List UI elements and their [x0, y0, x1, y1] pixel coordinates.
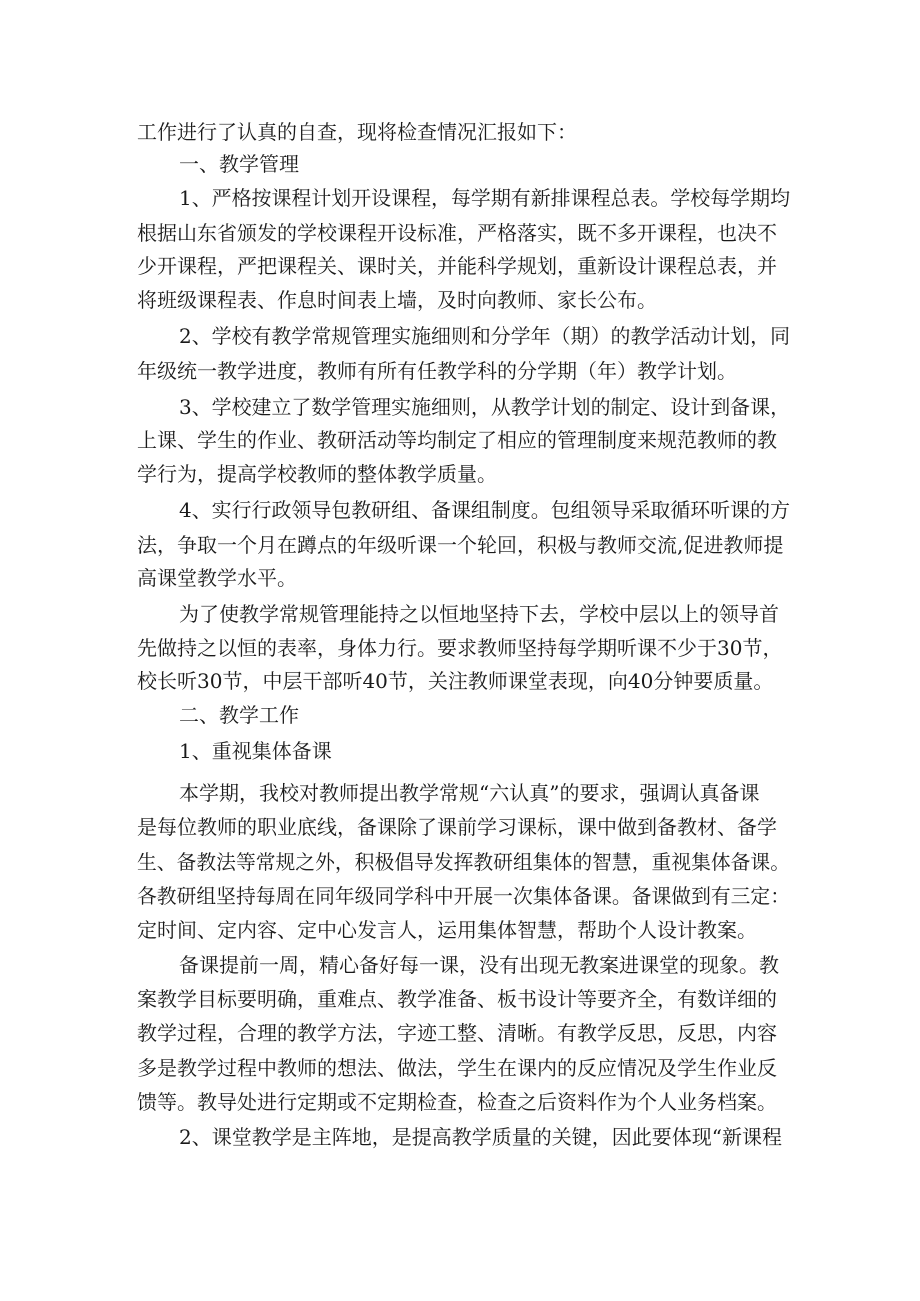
line-text: 根据山东省颁发的学校课程开设标准，严格落实，既不多开课程，也决不 — [137, 221, 777, 245]
text-line — [0, 947, 920, 983]
line-text: 多是教学过程中教师的想法、做法，学生在课内的反应情况及学生作业反 — [137, 1056, 777, 1080]
line-text: 为了使教学常规管理能持之以恒地坚持下去，学校中层以上的领导首 — [179, 602, 779, 626]
text-line — [0, 560, 920, 596]
text-line — [0, 1050, 920, 1086]
line-text: 定时间、定内容、定中心发言人，运用集体智慧，帮助个人设计教案。 — [137, 918, 757, 942]
text-line — [0, 1084, 920, 1120]
line-text: 少开课程，严把课程关、课时关，并能科学规划，重新设计课程总表，并 — [137, 254, 777, 278]
text-line — [0, 630, 920, 666]
line-text: 备课提前一周，精心备好每一课，没有出现无教案进课堂的现象。教 — [179, 953, 779, 977]
line-text: 2、学校有教学常规管理实施细则和分学年（期）的教学活动计划，同 — [179, 324, 791, 348]
line-text: 上课、学生的作业、教研活动等均制定了相应的管理制度来规范教师的教 — [137, 428, 777, 452]
line-text: 4、实行行政领导包教研组、备课组制度。包组领导采取循环听课的方 — [179, 498, 791, 522]
line-text: 2、课堂教学是主阵地，是提高教学质量的关键，因此要体现“新课程 — [179, 1125, 782, 1149]
section-heading — [0, 146, 920, 182]
text-line — [0, 912, 920, 948]
text-line — [0, 114, 920, 150]
line-text: 1、重视集体备课 — [179, 739, 332, 763]
text-line — [0, 844, 920, 880]
text-line — [0, 353, 920, 389]
line-text: 先做持之以恒的表率，身体力行。要求教师坚持每学期听课不少于30节， — [137, 636, 783, 660]
line-text: 校长听30节，中层干部听40节，关注教师课堂表现，向40分钟要质量。 — [137, 669, 774, 693]
text-line — [0, 1015, 920, 1051]
line-text: 教学过程，合理的教学方法，字迹工整、清晰。有教学反思，反思，内容 — [137, 1021, 777, 1045]
text-line — [0, 981, 920, 1017]
text-line — [0, 775, 920, 811]
text-line — [0, 878, 920, 914]
text-line — [0, 492, 920, 528]
line-text: 案教学目标要明确，重难点、教学准备、板书设计等要齐全，有数详细的 — [137, 987, 777, 1011]
line-text: 高课堂教学水平。 — [137, 566, 297, 590]
line-text: 是每位教师的职业底线，备课除了课前学习课标，课中做到备教材、备学 — [137, 815, 777, 839]
line-text: 二、教学工作 — [179, 703, 299, 727]
text-line — [0, 527, 920, 563]
line-text: 工作进行了认真的自查，现将检查情况汇报如下： — [137, 120, 577, 144]
line-text: 学行为，提高学校教师的整体教学质量。 — [137, 462, 497, 486]
text-line — [0, 422, 920, 458]
text-line — [0, 282, 920, 318]
text-line — [0, 318, 920, 354]
line-text: 馈等。教导处进行定期或不定期检查，检查之后资料作为个人业务档案。 — [137, 1090, 777, 1114]
text-line — [0, 809, 920, 845]
line-text: 将班级课程表、作息时间表上墙，及时向教师、家长公布。 — [137, 288, 657, 312]
text-line — [0, 596, 920, 632]
line-text: 1、严格按课程计划开设课程，每学期有新排课程总表。学校每学期均 — [179, 186, 791, 210]
line-text: 本学期，我校对教师提出教学常规“六认真”的要求，强调认真备课 — [179, 781, 760, 805]
section-heading — [0, 697, 920, 733]
sub-heading — [0, 733, 920, 769]
text-line — [0, 1119, 920, 1155]
text-line — [0, 456, 920, 492]
text-line — [0, 389, 920, 425]
text-line — [0, 215, 920, 251]
text-line — [0, 248, 920, 284]
text-line — [0, 180, 920, 216]
line-text: 生、备教法等常规之外，积极倡导发挥教研组集体的智慧，重视集体备课。 — [137, 850, 791, 874]
line-text: 各教研组坚持每周在同年级同学科中开展一次集体备课。备课做到有三定： — [137, 884, 791, 908]
line-text: 法，争取一个月在蹲点的年级听课一个轮回，积极与教师交流,促进教师提 — [137, 533, 784, 557]
line-text: 3、学校建立了数学管理实施细则，从教学计划的制定、设计到备课， — [179, 395, 791, 419]
line-text: 一、教学管理 — [179, 152, 299, 176]
line-text: 年级统一教学进度，教师有所有任教学科的分学期（年）教学计划。 — [137, 359, 737, 383]
text-line — [0, 663, 920, 699]
